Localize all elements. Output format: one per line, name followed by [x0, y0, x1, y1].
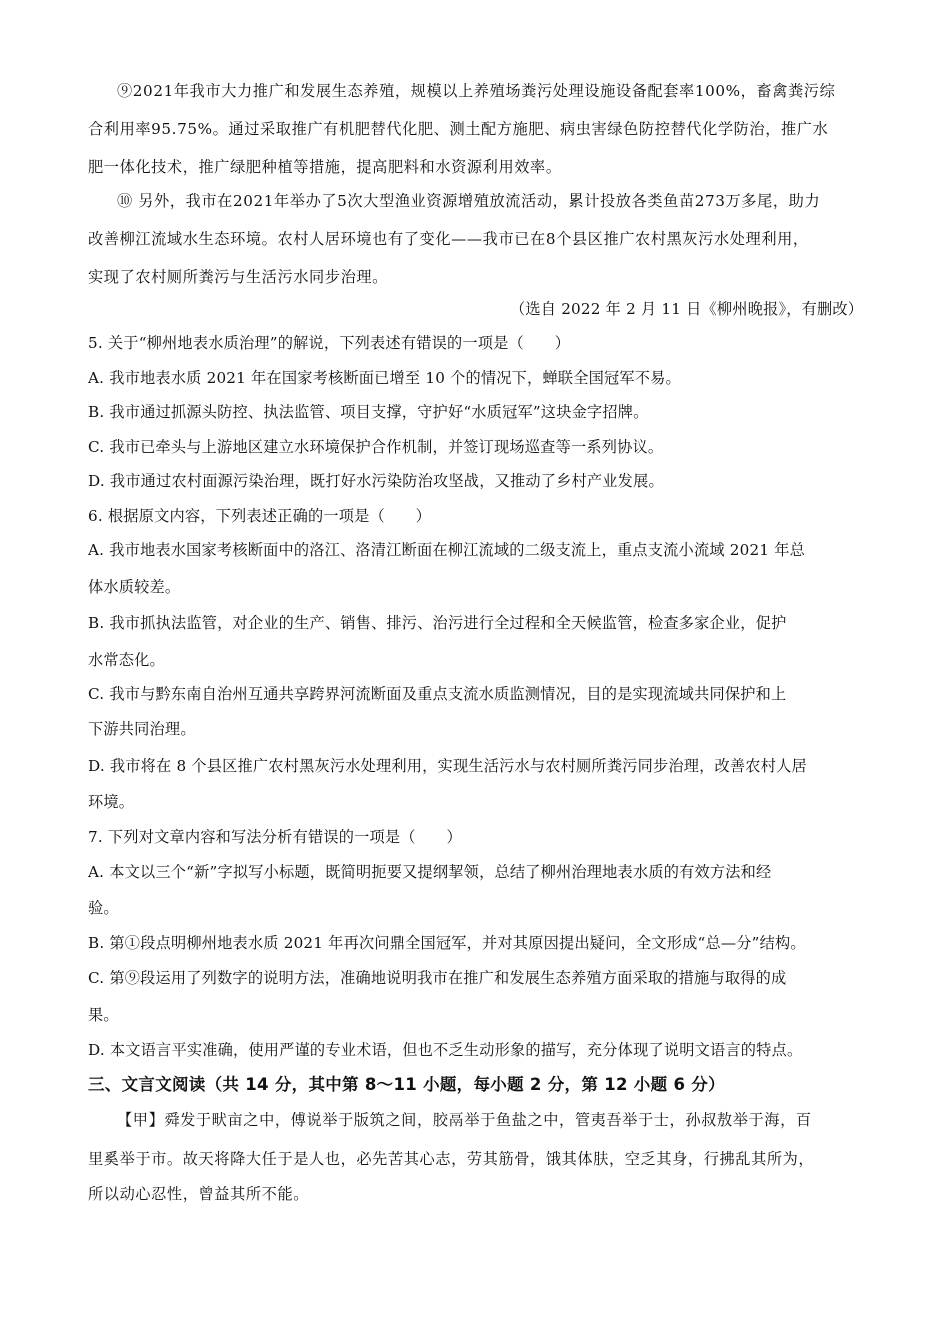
q7-option-d: D. 本文语言平实准确，使用严谨的专业术语，但也不乏生动形象的描写，充分体现了说明文语言的特点。 — [88, 1041, 803, 1059]
q7-option-a-line-1: A. 本文以三个“新”字拟写小标题，既简明扼要又提纲挈领，总结了柳州治理地表水质的有效方法和经 — [88, 863, 772, 881]
q6-option-c-line-1: C. 我市与黔东南自治州互通共享跨界河流断面及重点支流水质监测情况，目的是实现流域共同保护和上 — [88, 685, 787, 703]
q6-option-a-line-1: A. 我市地表水国家考核断面中的洛江、洛清江断面在柳江流域的二级支流上，重点支流小流域 2021 年总 — [88, 541, 806, 559]
q5-option-b: B. 我市通过抓源头防控、执法监管、项目支撑，守护好“水质冠军”这块金字招牌。 — [88, 403, 649, 421]
q5-option-d: D. 我市通过农村面源污染治理，既打好水污染防治攻坚战，又推动了乡村产业发展。 — [88, 472, 664, 490]
q6-option-a-line-2: 体水质较差。 — [88, 578, 181, 596]
q7-stem: 7. 下列对文章内容和写法分析有错误的一项是（ ） — [88, 828, 462, 846]
para10-line-1: ⑩ 另外，我市在2021年举办了5次大型渔业资源增殖放流活动，累计投放各类鱼苗273万多尾，助力 — [117, 192, 821, 210]
jia-line-2: 里奚举于市。故天将降大任于是人也，必先苦其心志，劳其筋骨，饿其体肤，空乏其身，行拂乱其所为， — [88, 1150, 815, 1168]
para9-line-3: 肥一体化技术，推广绿肥种植等措施，提高肥料和水资源利用效率。 — [88, 158, 562, 176]
section-3-heading: 三、文言文阅读（共 14 分，其中第 8～11 小题，每小题 2 分，第 12 小题 6 分） — [88, 1075, 725, 1094]
q6-stem: 6. 根据原文内容，下列表述正确的一项是（ ） — [88, 507, 432, 525]
para10-line-3: 实现了农村厕所粪污与生活污水同步治理。 — [88, 268, 388, 286]
q5-option-a: A. 我市地表水质 2021 年在国家考核断面已增至 10 个的情况下，蝉联全国冠军不易。 — [88, 369, 681, 387]
q7-option-b: B. 第①段点明柳州地表水质 2021 年再次问鼎全国冠军，并对其原因提出疑问，全文形成“总—分”结构。 — [88, 934, 806, 952]
q7-option-a-line-2: 验。 — [88, 899, 119, 917]
para10-line-2: 改善柳江流域水生态环境。农村人居环境也有了变化——我市已在8个县区推广农村黑灰污水处理利用， — [88, 230, 809, 248]
jia-line-1: 【甲】舜发于畎亩之中，傅说举于版筑之间，胶鬲举于鱼盐之中，管夷吾举于士，孙叔敖举于海，百 — [117, 1111, 812, 1129]
q5-stem: 5. 关于“柳州地表水质治理”的解说，下列表述有错误的一项是（ ） — [88, 334, 571, 352]
q6-option-d-line-1: D. 我市将在 8 个县区推广农村黑灰污水处理利用，实现生活污水与农村厕所粪污同步治理，改善农村人居 — [88, 757, 807, 775]
q7-option-c-line-1: C. 第⑨段运用了列数字的说明方法，准确地说明我市在推广和发展生态养殖方面采取的措施与取得的成 — [88, 969, 787, 987]
source-citation: （选自 2022 年 2 月 11 日《柳州晚报》，有删改） — [510, 300, 864, 318]
q6-option-d-line-2: 环境。 — [88, 793, 135, 811]
q6-option-c-line-2: 下游共同治理。 — [88, 720, 196, 738]
q7-option-c-line-2: 果。 — [88, 1006, 119, 1024]
jia-line-3: 所以动心忍性，曾益其所不能。 — [88, 1185, 310, 1203]
q6-option-b-line-1: B. 我市抓执法监管，对企业的生产、销售、排污、治污进行全过程和全天候监管，检查多家企业，促护 — [88, 614, 787, 632]
para9-line-2: 合利用率95.75%。通过采取推广有机肥替代化肥、测土配方施肥、病虫害绿色防控替代化学防治，推广水 — [88, 120, 829, 138]
q5-option-c: C. 我市已牵头与上游地区建立水环境保护合作机制，并签订现场巡查等一系列协议。 — [88, 438, 664, 456]
q6-option-b-line-2: 水常态化。 — [88, 651, 165, 669]
para9-line-1: ⑨2021年我市大力推广和发展生态养殖，规模以上养殖场粪污处理设施设备配套率100%，畜禽粪污综 — [117, 82, 836, 100]
